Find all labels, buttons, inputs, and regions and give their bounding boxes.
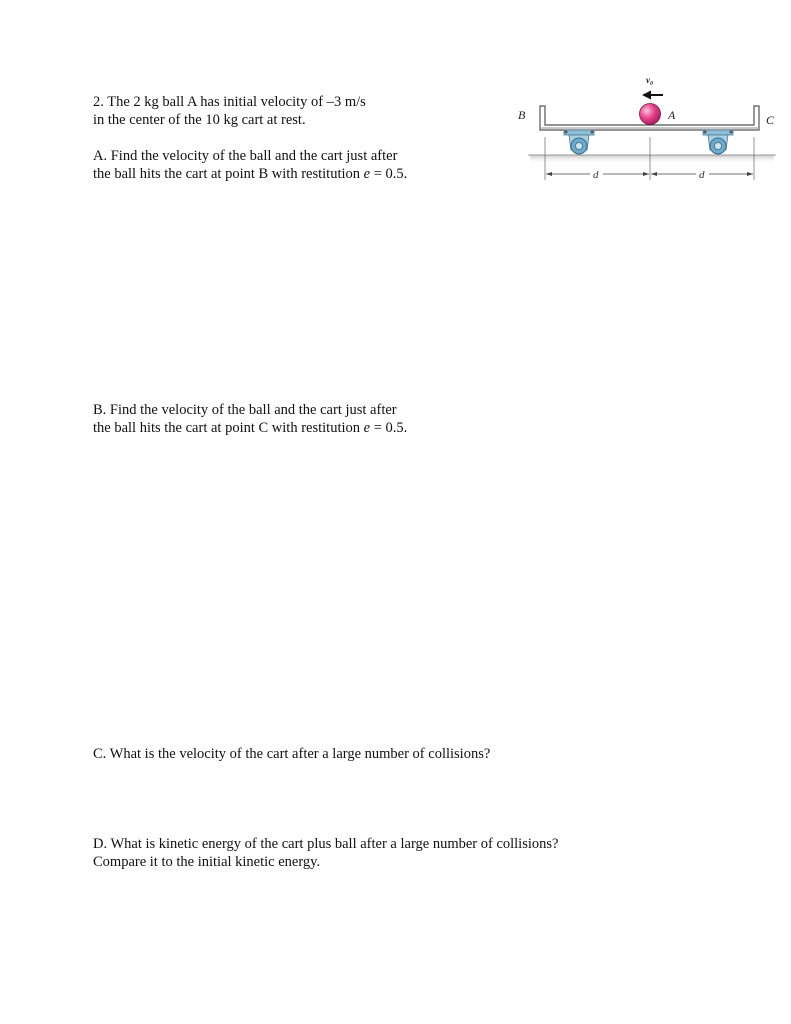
restitution-value: = 0.5.	[370, 420, 408, 436]
floor-shadow	[530, 155, 774, 164]
ball-label-a: A	[668, 108, 676, 122]
svg-text:d: d	[593, 169, 599, 181]
left-wheel	[564, 130, 594, 154]
dimension-left	[546, 169, 649, 181]
part-b-text: the ball hits the cart at point C with restitution	[93, 420, 364, 436]
restitution-symbol: e	[363, 166, 371, 182]
velocity-arrow	[642, 91, 663, 100]
part-a-line-2	[93, 165, 407, 183]
part-a-line-1: A. Find the velocity of the ball and the cart just after	[93, 148, 398, 164]
part-b-line-2	[93, 419, 407, 437]
wall-label-b: B	[518, 108, 526, 122]
part-b-line-1: B. Find the velocity of the ball and the cart just after	[93, 402, 397, 418]
right-wheel	[703, 130, 733, 154]
ball-a	[640, 104, 661, 125]
problem-intro-line-1: 2. The 2 kg ball A has initial velocity of –3 m/s	[93, 94, 366, 110]
svg-text:d: d	[699, 169, 705, 181]
wall-label-c: C	[766, 113, 775, 127]
restitution-value: = 0.5.	[370, 166, 408, 182]
velocity-label: $v_0$	[646, 75, 653, 87]
cart-ball-diagram	[508, 70, 784, 185]
dimension-right	[651, 169, 753, 181]
part-c-question: C. What is the velocity of the cart after a large number of collisions?	[93, 746, 491, 762]
problem-intro-line-2: in the center of the 10 kg cart at rest.	[93, 112, 306, 128]
part-d-line-1: D. What is kinetic energy of the cart plus ball after a large number of collisions?	[93, 836, 559, 852]
part-a-text: the ball hits the cart at point B with restitution	[93, 166, 364, 182]
restitution-symbol: e	[363, 420, 371, 436]
part-d-line-2: Compare it to the initial kinetic energy.	[93, 854, 321, 870]
